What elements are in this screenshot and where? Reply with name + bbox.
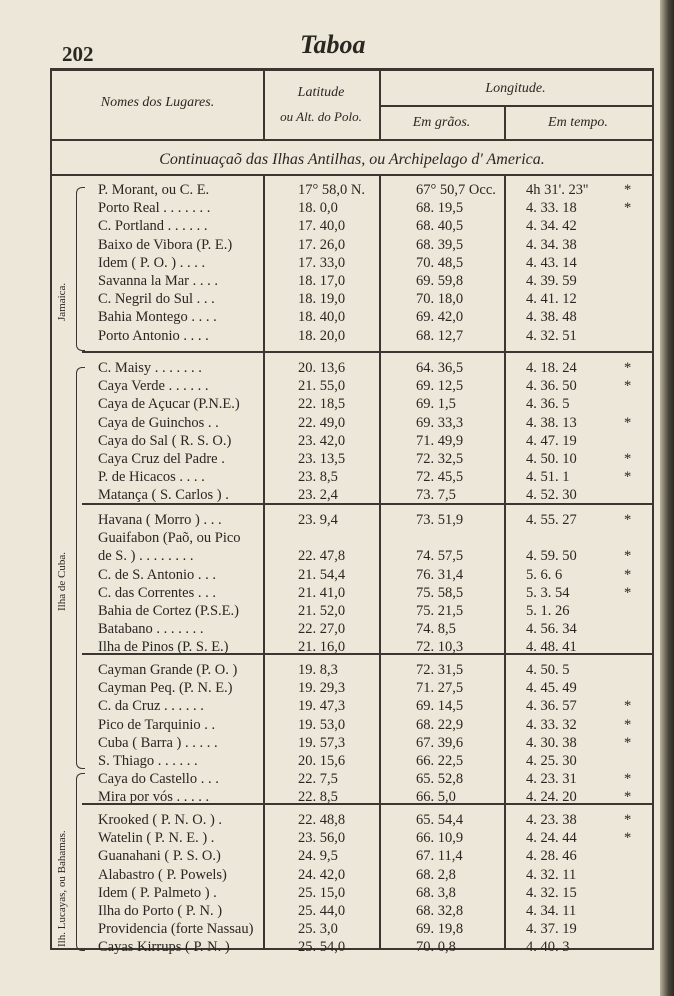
place-name: Cuba ( Barra ) . . . . . [98, 734, 218, 751]
observation-mark: * [624, 512, 632, 528]
table-row [52, 290, 652, 308]
longitude-time-value: 4. 18. 24 [526, 360, 577, 376]
longitude-degrees-value: 68. 3,8 [416, 884, 456, 901]
observation-mark: * [624, 734, 632, 751]
longitude-degrees-value: 71. 27,5 [416, 680, 464, 697]
longitude-time-value: 4. 50. 5 [526, 662, 570, 678]
longitude-degrees-value: 72. 45,5 [416, 469, 464, 486]
table-row [52, 254, 652, 272]
longitude-degrees-value: 70. 48,5 [416, 254, 464, 271]
latitude-value: 22. 47,8 [298, 548, 346, 565]
longitude-time-value: 4. 51. 1 [526, 469, 570, 486]
place-name: C. Maisy . . . . . . . [98, 360, 202, 376]
latitude-value: 21. 16,0 [298, 639, 346, 656]
longitude-time-value: 4. 32. 11 [526, 866, 577, 883]
place-name: P. de Hicacos . . . . [98, 469, 205, 486]
longitude-time-value: 4. 34. 11 [526, 903, 577, 919]
latitude-value: 17° 58,0 N. [298, 182, 366, 198]
observation-mark: * [624, 548, 632, 565]
place-name: Bahia de Cortez (P.S.E.) [98, 603, 239, 619]
longitude-degrees-value: 69. 19,8 [416, 921, 464, 938]
block-rule [82, 351, 652, 353]
column-divider [504, 174, 506, 950]
latitude-value: 25. 44,0 [298, 903, 346, 919]
latitude-value: 18. 20,0 [298, 327, 346, 344]
column-divider [379, 174, 381, 950]
place-name: Alabastro ( P. Powels) [98, 866, 227, 883]
latitude-value: 22. 27,0 [298, 621, 346, 638]
longitude-time-value: 4. 48. 41 [526, 639, 577, 656]
longitude-time-value: 4. 40. 3 [526, 939, 570, 956]
place-name: Krooked ( P. N. O. ) . [98, 812, 223, 828]
observation-mark: * [624, 698, 632, 715]
longitude-time-value: 4. 45. 49 [526, 680, 577, 697]
longitude-degrees-value: 67. 11,4 [416, 848, 463, 865]
latitude-value: 21. 55,0 [298, 378, 346, 395]
longitude-degrees-value: 67° 50,7 Occ. [416, 182, 496, 198]
observation-mark: * [624, 182, 632, 198]
longitude-time-value: 5. 6. 6 [526, 566, 563, 583]
header-divider [263, 71, 265, 139]
longitude-degrees-value: 68. 40,5 [416, 218, 464, 235]
longitude-time-value: 4. 33. 18 [526, 200, 577, 217]
latitude-value: 23. 42,0 [298, 432, 346, 449]
longitude-degrees-value: 72. 10,3 [416, 639, 464, 656]
longitude-time-value: 4. 41. 12 [526, 291, 577, 308]
latitude-value: 22. 48,8 [298, 812, 346, 828]
observation-mark: * [624, 414, 632, 431]
longitude-time-value: 4. 36. 5 [526, 396, 570, 413]
longitude-degrees-value: 68. 12,7 [416, 327, 464, 344]
longitude-degrees-value: 68. 39,5 [416, 236, 464, 253]
place-name: Guaifabon (Paõ, ou Pico [98, 530, 241, 547]
place-name: Watelin ( P. N. E. ) . [98, 830, 215, 847]
book-spine-shadow [660, 0, 674, 996]
table-subtitle: Continuaçaõ das Ilhas Antilhas, ou Archipelago d' America. [159, 151, 545, 168]
latitude-value: 23. 13,5 [298, 451, 346, 467]
longitude-degrees-value: 68. 2,8 [416, 866, 456, 883]
longitude-time-value: 4. 37. 19 [526, 921, 577, 938]
place-name: Mira por vós . . . . . [98, 789, 210, 806]
header-bottom-rule [52, 139, 652, 141]
latitude-value: 25. 15,0 [298, 884, 346, 901]
longitude-degrees-value: 76. 31,4 [416, 566, 464, 583]
place-name: C. de S. Antonio . . . [98, 566, 217, 583]
latitude-value: 19. 47,3 [298, 698, 346, 715]
latitude-value: 23. 56,0 [298, 830, 346, 847]
longitude-time-value: 4. 59. 50 [526, 548, 577, 565]
place-name: Idem ( P. O. ) . . . . [98, 254, 206, 271]
table-row [52, 272, 652, 290]
block-rule [82, 803, 652, 805]
table-row [52, 620, 652, 638]
longitude-degrees-value: 66. 10,9 [416, 830, 464, 847]
longitude-time-value: 4. 23. 31 [526, 771, 577, 788]
place-name: Providencia (forte Nassau) [98, 921, 254, 938]
longitude-split-rule [379, 105, 652, 107]
longitude-time-value: 4. 36. 57 [526, 698, 577, 715]
table-row [52, 529, 652, 547]
longitude-degrees-value: 73. 7,5 [416, 487, 456, 504]
longitude-time-value: 4. 34. 42 [526, 218, 577, 235]
longitude-time-value: 4. 32. 15 [526, 884, 577, 901]
place-name: Guanahani ( P. S. O.) [98, 848, 221, 865]
table-row [52, 359, 652, 377]
table-row [52, 377, 652, 395]
table-row [52, 432, 652, 450]
table-row [52, 938, 652, 956]
observation-mark: * [624, 789, 632, 806]
place-name: Pico de Tarquinio . . [98, 716, 216, 733]
place-name: Batabano . . . . . . . [98, 621, 204, 638]
longitude-time-value: 4. 38. 48 [526, 309, 577, 326]
table-row [52, 308, 652, 326]
latitude-value: 18. 17,0 [298, 273, 346, 289]
group-label-bahamas: Ilh. Lucayas, ou Bahamas. [56, 830, 68, 947]
brace-cuba [76, 367, 85, 769]
place-name: Caya Cruz del Padre . [98, 451, 225, 467]
latitude-value: 18. 19,0 [298, 291, 346, 308]
longitude-degrees-value: 70. 0,8 [416, 939, 456, 956]
longitude-degrees-value: 65. 52,8 [416, 771, 464, 788]
latitude-value: 19. 53,0 [298, 716, 346, 733]
longitude-time-value: 4. 39. 59 [526, 273, 577, 289]
latitude-value: 19. 8,3 [298, 662, 338, 678]
table-row [52, 770, 652, 788]
observation-mark: * [624, 378, 632, 395]
header-degrees: Em grãos. [412, 115, 471, 130]
latitude-value: 22. 7,5 [298, 771, 338, 788]
longitude-degrees-value: 65. 54,4 [416, 812, 464, 828]
longitude-degrees-value: 72. 32,5 [416, 451, 464, 467]
latitude-value: 21. 52,0 [298, 603, 346, 619]
table-row [52, 217, 652, 235]
latitude-value: 19. 57,3 [298, 734, 346, 751]
place-name: Idem ( P. Palmeto ) . [98, 884, 217, 901]
place-name: Porto Real . . . . . . . [98, 200, 211, 217]
table-row [52, 584, 652, 602]
latitude-value: 23. 9,4 [298, 512, 338, 528]
longitude-degrees-value: 75. 21,5 [416, 603, 464, 619]
subtitle-bottom-rule [52, 174, 652, 176]
observation-mark: * [624, 566, 632, 583]
latitude-value: 17. 26,0 [298, 236, 346, 253]
table-row [52, 199, 652, 217]
observation-mark: * [624, 830, 632, 847]
place-name: S. Thiago . . . . . . [98, 753, 198, 769]
table-row [52, 395, 652, 413]
coordinates-table [50, 68, 654, 956]
place-name: Havana ( Morro ) . . . [98, 512, 222, 528]
observation-mark: * [624, 771, 632, 788]
table-row [52, 752, 652, 770]
place-name: de S. ) . . . . . . . . [98, 548, 194, 565]
table-row [52, 327, 652, 345]
table-row [52, 602, 652, 620]
longitude-degrees-value: 72. 31,5 [416, 662, 464, 678]
brace-bahamas [76, 773, 85, 951]
longitude-degrees-value: 74. 57,5 [416, 548, 464, 565]
longitude-degrees-value: 69. 42,0 [416, 309, 464, 326]
longitude-degrees-value: 69. 33,3 [416, 414, 464, 431]
place-name: Bahia Montego . . . . [98, 309, 217, 326]
longitude-time-value: 4. 28. 46 [526, 848, 577, 865]
place-name: Baixo de Vibora (P. E.) [98, 236, 233, 253]
latitude-value: 23. 2,4 [298, 487, 338, 504]
latitude-value: 21. 54,4 [298, 566, 346, 583]
table-row [52, 236, 652, 254]
longitude-degrees-value: 68. 32,8 [416, 903, 464, 919]
longitude-time-value: 4h 31'. 23'' [526, 182, 589, 198]
latitude-value: 18. 40,0 [298, 309, 346, 326]
longitude-time-value: 4. 36. 50 [526, 378, 577, 395]
table-row [52, 811, 652, 829]
table-row [52, 566, 652, 584]
place-name: Cayman Peq. (P. N. E.) [98, 680, 233, 697]
group-label-jamaica: Jamaica. [56, 282, 68, 321]
latitude-value: 22. 49,0 [298, 414, 346, 431]
header-longitude: Longitude. [485, 81, 546, 96]
place-name: P. Morant, ou C. E. [98, 182, 210, 198]
longitude-degrees-value: 74. 8,5 [416, 621, 456, 638]
observation-mark: * [624, 200, 632, 217]
latitude-value: 17. 33,0 [298, 254, 346, 271]
latitude-value: 19. 29,3 [298, 680, 346, 697]
longitude-time-value: 4. 23. 38 [526, 812, 577, 828]
longitude-degrees-value: 71. 49,9 [416, 432, 464, 449]
place-name: C. Portland . . . . . . [98, 218, 208, 235]
latitude-value: 20. 15,6 [298, 753, 346, 769]
group-label-cuba: Ilha de Cuba. [56, 552, 68, 611]
longitude-time-value: 5. 3. 54 [526, 584, 570, 601]
longitude-time-value: 4. 47. 19 [526, 432, 577, 449]
longitude-time-value: 4. 34. 38 [526, 236, 577, 253]
place-name: C. da Cruz . . . . . . [98, 698, 204, 715]
longitude-time-value: 4. 43. 14 [526, 254, 577, 271]
longitude-degrees-value: 68. 19,5 [416, 200, 464, 217]
table-row [52, 697, 652, 715]
longitude-degrees-value: 69. 1,5 [416, 396, 456, 413]
table-row [52, 734, 652, 752]
table-row [52, 716, 652, 734]
longitude-degrees-value: 73. 51,9 [416, 512, 464, 528]
latitude-value: 23. 8,5 [298, 469, 338, 486]
observation-mark: * [624, 451, 632, 467]
latitude-value: 24. 9,5 [298, 848, 338, 865]
longitude-degrees-value: 69. 12,5 [416, 378, 464, 395]
table-row [52, 847, 652, 865]
running-title: Taboa [300, 30, 366, 59]
longitude-time-value: 4. 24. 44 [526, 830, 577, 847]
table-row [52, 679, 652, 697]
observation-mark: * [624, 360, 632, 376]
header-latitude-sub: ou Alt. do Polo. [280, 109, 362, 124]
place-name: Porto Antonio . . . . [98, 327, 209, 344]
table-row [52, 511, 652, 529]
longitude-degrees-value: 69. 59,8 [416, 273, 464, 289]
longitude-degrees-value: 69. 14,5 [416, 698, 464, 715]
block-rule [82, 653, 652, 655]
latitude-value: 21. 41,0 [298, 584, 346, 601]
table-row [52, 468, 652, 486]
place-name: Matança ( S. Carlos ) . [98, 487, 229, 504]
longitude-time-value: 5. 1. 26 [526, 603, 570, 619]
place-name: Ilha do Porto ( P. N. ) [98, 903, 223, 919]
longitude-degrees-value: 68. 22,9 [416, 716, 464, 733]
table-row [52, 829, 652, 847]
place-name: Cayman Grande (P. O. ) [98, 662, 238, 678]
longitude-time-value: 4. 24. 20 [526, 789, 577, 806]
latitude-value: 24. 42,0 [298, 866, 346, 883]
observation-mark: * [624, 584, 632, 601]
longitude-time-value: 4. 38. 13 [526, 414, 577, 431]
longitude-degrees-value: 75. 58,5 [416, 584, 464, 601]
header-names: Nomes dos Lugares. [100, 95, 215, 110]
table-row [52, 884, 652, 902]
longitude-time-value: 4. 32. 51 [526, 327, 577, 344]
table-row [52, 450, 652, 468]
longitude-degrees-value: 66. 5,0 [416, 789, 456, 806]
brace-jamaica [76, 187, 85, 351]
header-latitude: Latitude [297, 85, 345, 100]
place-name: Caya Verde . . . . . . [98, 378, 209, 395]
longitude-degrees-value: 66. 22,5 [416, 753, 464, 769]
observation-mark: * [624, 812, 632, 828]
place-name: Cayas Kirrups ( P. N. ) [98, 939, 230, 956]
longitude-degrees-value: 64. 36,5 [416, 360, 464, 376]
header-time: Em tempo. [548, 115, 608, 130]
latitude-value: 25. 3,0 [298, 921, 338, 938]
latitude-value: 20. 13,6 [298, 360, 346, 376]
longitude-degrees-value: 67. 39,6 [416, 734, 464, 751]
observation-mark: * [624, 716, 632, 733]
table-row [52, 902, 652, 920]
table-row [52, 866, 652, 884]
table-row [52, 920, 652, 938]
place-name: Caya do Sal ( R. S. O.) [98, 432, 232, 449]
place-name: Caya de Açucar (P.N.E.) [98, 396, 240, 413]
table-row [52, 486, 652, 504]
latitude-value: 22. 8,5 [298, 789, 338, 806]
longitude-time-value: 4. 33. 32 [526, 716, 577, 733]
table-row [52, 547, 652, 565]
observation-mark: * [624, 469, 632, 486]
column-divider [263, 174, 265, 950]
longitude-time-value: 4. 50. 10 [526, 451, 577, 467]
block-rule [82, 503, 652, 505]
place-name: Ilha de Pinos (P. S. E.) [98, 639, 229, 656]
place-name: C. Negril do Sul . . . [98, 291, 215, 308]
table-row [52, 661, 652, 679]
longitude-time-value: 4. 52. 30 [526, 487, 577, 504]
latitude-value: 18. 0,0 [298, 200, 338, 217]
longitude-time-value: 4. 56. 34 [526, 621, 577, 638]
place-name: Caya do Castello . . . [98, 771, 219, 788]
longitude-degrees-value: 70. 18,0 [416, 291, 464, 308]
longitude-time-value: 4. 25. 30 [526, 753, 577, 769]
latitude-value: 25. 54,0 [298, 939, 346, 956]
longitude-time-value: 4. 30. 38 [526, 734, 577, 751]
longitude-time-value: 4. 55. 27 [526, 512, 577, 528]
latitude-value: 22. 18,5 [298, 396, 346, 413]
page-number: 202 [62, 42, 94, 66]
place-name: C. das Correntes . . . [98, 584, 216, 601]
place-name: Savanna la Mar . . . . [98, 273, 218, 289]
table-row [52, 181, 652, 199]
table-row [52, 414, 652, 432]
place-name: Caya de Guinchos . . [98, 414, 219, 431]
latitude-value: 17. 40,0 [298, 218, 346, 235]
